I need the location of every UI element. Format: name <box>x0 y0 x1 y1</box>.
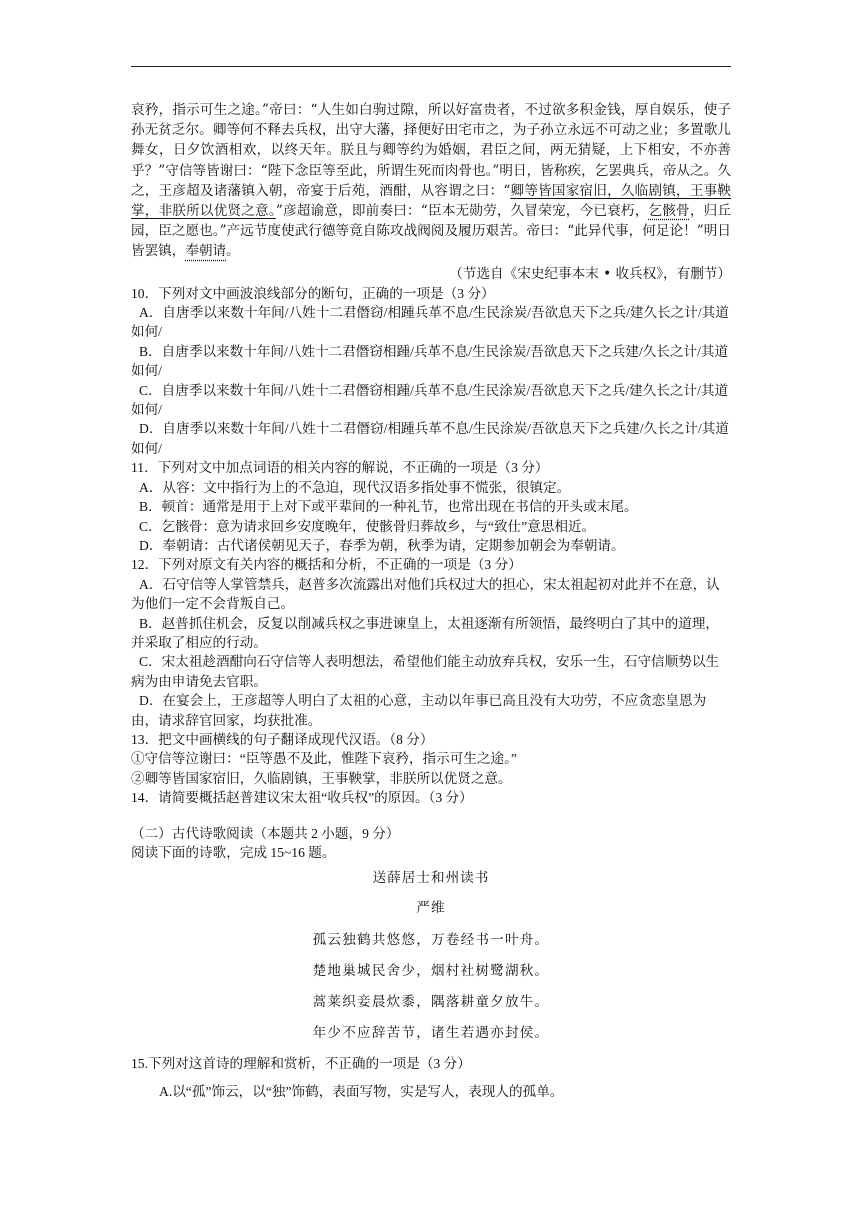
section-heading: （二）古代诗歌阅读（本题共 2 小题，9 分） <box>131 825 400 841</box>
option-15a: A.以“孤”饰云，以“独”饰鹤，表面写物，实是写人，表现人的孤单。 <box>159 1084 564 1100</box>
option-11d: D．奉朝请：古代诸侯朝见天子，春季为朝，秋季为请，定期参加朝会为奉朝请。 <box>139 537 625 553</box>
option-12c: C．宋太祖趁酒酣向石守信等人表明想法，希望他们能主动放弃兵权，安乐一生，石守信顺势以生病为由申请免去官职。 <box>131 654 720 689</box>
option-12b: B．赵普抓住机会，反复以削减兵权之事进谏皇上，太祖逐渐有所领悟，最终明白了其中的道理，并采取了相应的行动。 <box>131 615 720 650</box>
question-13: 13．把文中画横线的句子翻译成现代汉语。（8 分） <box>131 731 434 747</box>
option-11a: A．从容：文中指行为上的不急迫，现代汉语多指处事不慌张，很镇定。 <box>139 479 571 495</box>
option-11c: C．乞骸骨：意为请求回乡安度晚年，使骸骨归葬故乡，与“致仕”意思相近。 <box>139 518 596 534</box>
poem-line: 蒿莱织妾晨炊黍，隅落耕童夕放牛。 <box>312 994 550 1011</box>
spacer <box>131 808 731 824</box>
poem-line: 年少不应辞苦节，诸生若遇亦封侯。 <box>312 1025 550 1042</box>
question-13-item-2: ②卿等皆国家宿旧，久临剧镇，王事鞅掌，非朕所以优贤之意。 <box>131 770 512 786</box>
question-15: 15.下列对这首诗的理解和赏析，不正确的一项是（3 分） <box>131 1056 471 1072</box>
option-12d: D．在宴会上，王彦超等人明白了太祖的心意，主动以年事已高且没有大功劳，不应贪恋皇恩为由，请求辞官回家，均获批准。 <box>131 693 707 728</box>
option-10a: A．自唐季以来数十年间/八姓十二君僭窃/相踵兵革不息/生民涂炭/吾欲息天下之兵/建久长之计/其道如何/ <box>131 305 729 340</box>
option-10b: B．自唐季以来数十年间/八姓十二君僭窃相踵/兵革不息/生民涂炭/吾欲息天下之兵建/久长之计/其道如何/ <box>131 343 729 379</box>
passage-segment: ”彦超谕意，即前奏曰：“臣本无勋劳，久冒荣宠，今已衰朽， <box>275 203 649 220</box>
dotted-word-qihaigu: 乞骸骨 <box>648 203 690 220</box>
question-11: 11．下列对文中加点词语的相关内容的解说，不正确的一项是（3 分） <box>131 460 549 476</box>
option-12a: A．石守信等人掌管禁兵，赵普多次流露出对他们兵权过大的担心，宋太祖起初对此并不在意，认为他们一定不会背叛自己。 <box>131 576 720 612</box>
option-10c: C．自唐季以来数十年间/八姓十二君僭窃相踵/兵革不息/生民涂炭/吾欲息天下之兵/建久长之计/其道如何/ <box>131 382 729 418</box>
passage-segment: 哀矜，指示可生之途。”帝曰：“人生如白驹过隙，所以好富贵者，不过欲多积金钱，厚自娱乐，使子孙无贫乏尔。卿等何不释去兵权，出守大藩，择便好田宅市之，为子孙立永远不可动之业；多置歌儿舞女，日夕饮酒相欢，以终天年。朕且与卿等约为婚姻，君臣之间，两无猜疑，上下相安，不亦善乎？”守信等皆谢曰：“陛下念臣等至此，所谓生死而肉骨也。”明日，皆称疾，乞罢典兵，帝从之。久之，王彦超及诸藩镇入朝，帝宴于后苑，酒酣，从容谓之曰：“ <box>131 102 731 199</box>
poem-line: 楚地巢城民舍少，烟村社树鹭湖秋。 <box>312 963 550 980</box>
dotted-word-fengchaoqing: 奉朝请 <box>185 243 227 260</box>
passage-text <box>131 100 731 262</box>
question-13-item-1: ①守信等泣谢曰：“臣等愚不及此，惟陛下哀矜，指示可生之途。” <box>131 751 517 767</box>
header-rule <box>131 66 731 67</box>
poem-title: 送薛居士和州读书 <box>372 870 490 887</box>
underlined-sentence: 卿等皆国家宿旧，久临剧镇，王事鞅掌，非朕所以优贤之意。 <box>131 182 731 220</box>
option-10d: D．自唐季以来数十年间/八姓十二君僭窃/相踵兵革不息/生民涂炭/吾欲息天下之兵建/久长之计/其道如何/ <box>131 421 729 456</box>
section-instruction: 阅读下面的诗歌，完成 15~16 题。 <box>131 845 336 860</box>
option-11b: B．顿首：通常是用于上对下或平辈间的一种礼节，也常出现在书信的开头或末尾。 <box>139 499 638 515</box>
question-12: 12．下列对原文有关内容的概括和分析，不正确的一项是（3 分） <box>131 557 522 573</box>
question-14: 14．请简要概括赵普建议宋太祖“收兵权”的原因。（3 分） <box>131 790 473 806</box>
passage-source: （节选自《宋史纪事本末 • 收兵权》，有删节） <box>449 265 731 282</box>
passage-segment: 。 <box>226 243 240 260</box>
passage-segment: ，归丘园，臣之愿也。”产远节度使武行德等竟自陈攻战阀阅及履历艰苦。帝曰：“此异代事，何足论！”明日皆罢镇， <box>131 203 732 260</box>
poem-author: 严维 <box>416 900 446 917</box>
exam-page <box>131 100 731 1102</box>
question-10: 10．下列对文中画波浪线部分的断句，正确的一项是（3 分） <box>131 285 495 301</box>
poem-line: 孤云独鹤共悠悠，万卷经书一叶舟。 <box>312 932 550 949</box>
